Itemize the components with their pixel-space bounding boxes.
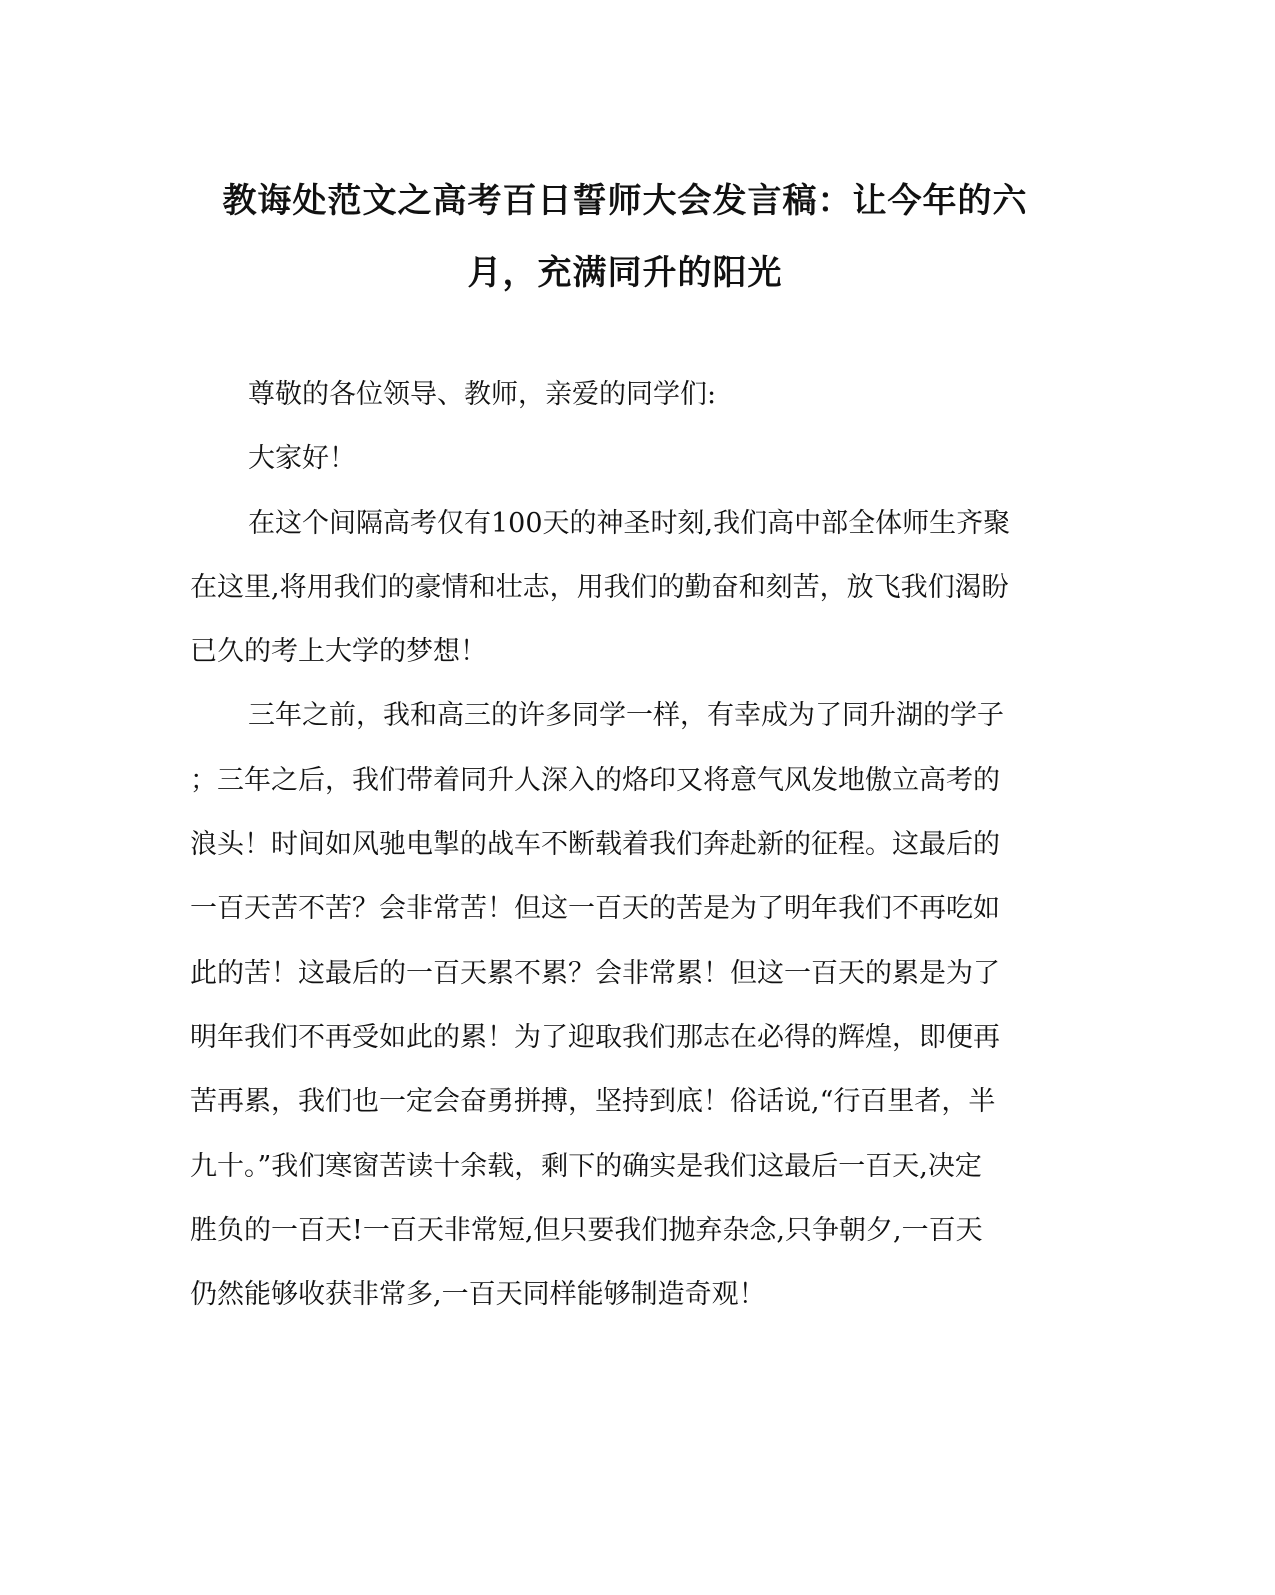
body-paragraph-1 — [190, 492, 1060, 685]
text-line: 尊敬的各位领导、教师，亲爱的同学们: — [248, 379, 717, 410]
text-line: 九十。”我们寒窗苦读十余载，剩下的确实是我们这最后一百天,决定 — [190, 1150, 982, 1182]
text-line: ；三年之后，我们带着同升人深入的烙印又将意气风发地傲立高考的 — [190, 764, 1000, 796]
text-line: 胜负的一百天!一百天非常短,但只要我们抛弃杂念,只争朝夕,一百天 — [190, 1214, 983, 1246]
title-line: 教诲处范文之高考百日誓师大会发言稿：让今年的六 — [222, 181, 1028, 221]
text-line: 苦再累，我们也一定会奋勇拼搏，坚持到底！俗话说,“行百里者，半 — [190, 1086, 996, 1118]
text-line: 浪头！时间如风驰电掣的战车不断载着我们奔赴新的征程。这最后的 — [190, 829, 1000, 861]
document-title — [190, 165, 1060, 309]
text-line: 此的苦！这最后的一百天累不累？会非常累！但这一百天的累是为了 — [190, 957, 1000, 989]
text-line: 在这个间隔高考仅有100天的神圣时刻,我们高中部全体师生齐聚 — [248, 507, 1011, 539]
document-page — [190, 165, 1060, 1327]
document-body — [190, 363, 1060, 1327]
greeting-paragraph — [190, 427, 1060, 491]
text-line: 一百天苦不苦？会非常苦！但这一百天的苦是为了明年我们不再吃如 — [190, 893, 1000, 925]
text-line: 明年我们不再受如此的累！为了迎取我们那志在必得的辉煌，即便再 — [190, 1021, 1000, 1053]
text-line: 三年之前，我和高三的许多同学一样，有幸成为了同升湖的学子 — [248, 700, 1004, 732]
text-line: 大家好！ — [248, 443, 356, 475]
title-line: 月，充满同升的阳光 — [467, 253, 783, 293]
text-line: 仍然能够收获非常多,一百天同样能够制造奇观！ — [190, 1279, 766, 1311]
text-line: 在这里,将用我们的豪情和壮志，用我们的勤奋和刻苦，放飞我们渴盼 — [190, 571, 1009, 603]
text-line: 已久的考上大学的梦想！ — [190, 636, 487, 668]
body-paragraph-2 — [190, 684, 1060, 1327]
salutation-paragraph — [190, 363, 1060, 427]
